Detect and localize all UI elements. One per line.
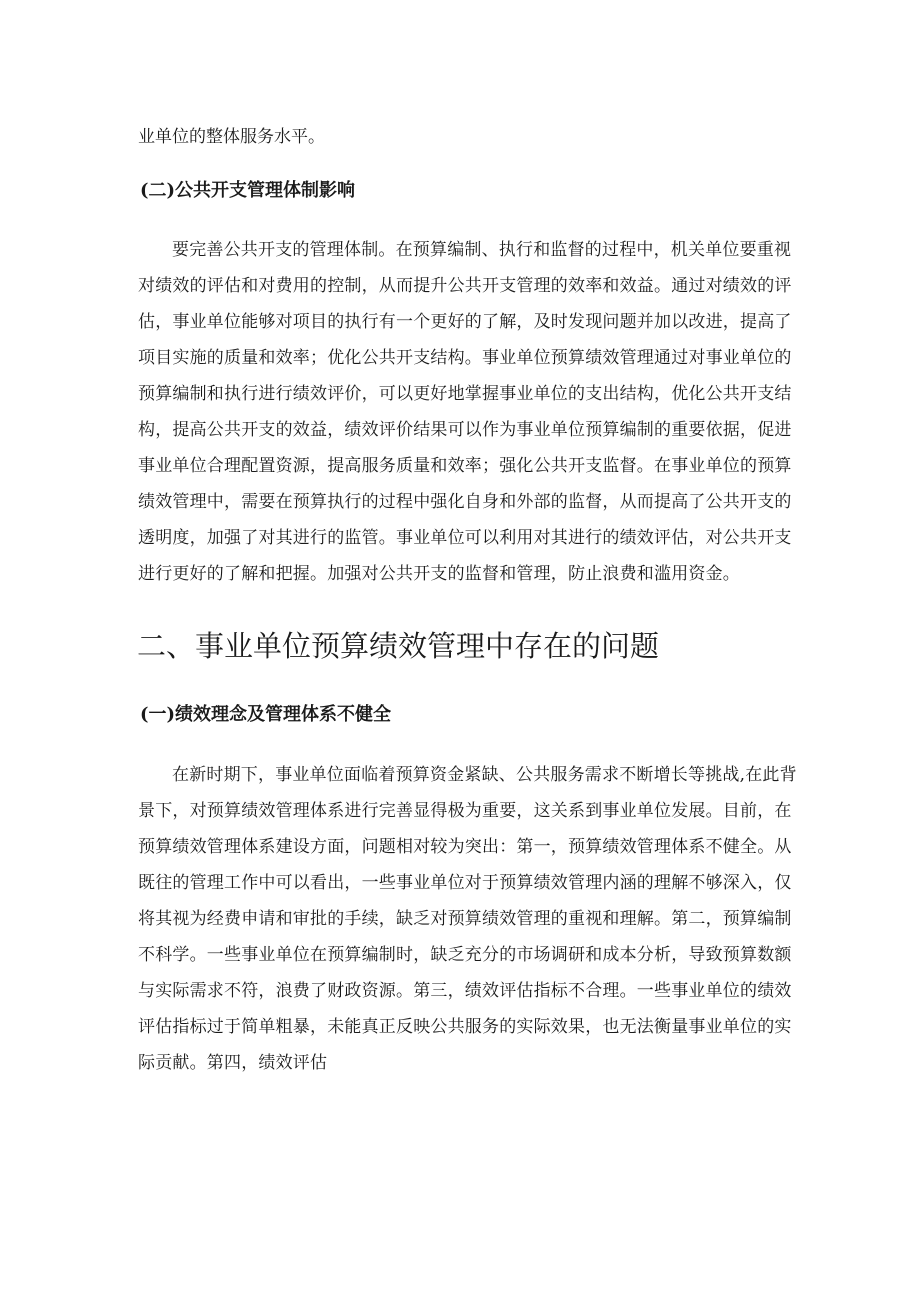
paragraph-line: 景下，对预算绩效管理体系进行完善显得极为重要，这关系到事业单位发展。目前，在 [138, 801, 792, 821]
paragraph-line: 际贡献。第四，绩效评估 [138, 1053, 328, 1073]
paragraph-line: 与实际需求不符，浪费了财政资源。第三，绩效评估指标不合理。一些事业单位的绩效 [138, 981, 792, 1001]
paragraph-line: 在新时期下，事业单位面临着预算资金紧缺、公共服务需求不断增长等挑战,在此背 [172, 765, 797, 785]
paragraph-line: 不科学。一些事业单位在预算编制时，缺乏充分的市场调研和成本分析，导致预算数额 [138, 945, 792, 965]
paragraph-line: 既往的管理工作中可以看出，一些事业单位对于预算绩效管理内涵的理解不够深入，仅 [138, 873, 792, 893]
intro-line: 业单位的整体服务水平。 [138, 127, 325, 147]
paragraph-line: 评估指标过于简单粗暴，未能真正反映公共服务的实际效果，也无法衡量事业单位的实 [138, 1017, 792, 1037]
paragraph-line: 要完善公共开支的管理体制。在预算编制、执行和监督的过程中，机关单位要重视 [172, 240, 792, 260]
chapter-heading-2: 二、事业单位预算绩效管理中存在的问题 [137, 629, 660, 663]
paragraph-public-expenditure [138, 240, 792, 600]
paragraph-line: 绩效管理中，需要在预算执行的过程中强化自身和外部的监督，从而提高了公共开支的 [138, 492, 792, 512]
paragraph-line: 预算编制和执行进行绩效评价，可以更好地掌握事业单位的支出结构，优化公共开支结 [138, 384, 792, 404]
paragraph-line: 估，事业单位能够对项目的执行有一个更好的了解，及时发现问题并加以改进，提高了 [138, 312, 792, 332]
section-heading-2-2: (二)公共开支管理体制影响 [140, 180, 356, 201]
paragraph-line: 项目实施的质量和效率；优化公共开支结构。事业单位预算绩效管理通过对事业单位的 [138, 348, 792, 368]
paragraph-line: 事业单位合理配置资源，提高服务质量和效率；强化公共开支监督。在事业单位的预算 [138, 456, 792, 476]
paragraph-line: 进行更好的了解和把握。加强对公共开支的监督和管理，防止浪费和滥用资金。 [138, 564, 740, 584]
paragraph-line: 对绩效的评估和对费用的控制，从而提升公共开支管理的效率和效益。通过对绩效的评 [138, 276, 792, 296]
paragraph-line: 将其视为经费申请和审批的手续，缺乏对预算绩效管理的重视和理解。第二，预算编制 [138, 909, 792, 929]
paragraph-line: 构，提高公共开支的效益，绩效评价结果可以作为事业单位预算编制的重要依据，促进 [138, 420, 792, 440]
paragraph-line: 预算绩效管理体系建设方面，问题相对较为突出：第一，预算绩效管理体系不健全。从 [138, 837, 792, 857]
section-heading-1: (一)绩效理念及管理体系不健全 [140, 704, 392, 725]
paragraph-line: 透明度，加强了对其进行的监管。事业单位可以利用对其进行的绩效评估，对公共开支 [138, 528, 792, 548]
paragraph-performance-concept [138, 765, 797, 1089]
